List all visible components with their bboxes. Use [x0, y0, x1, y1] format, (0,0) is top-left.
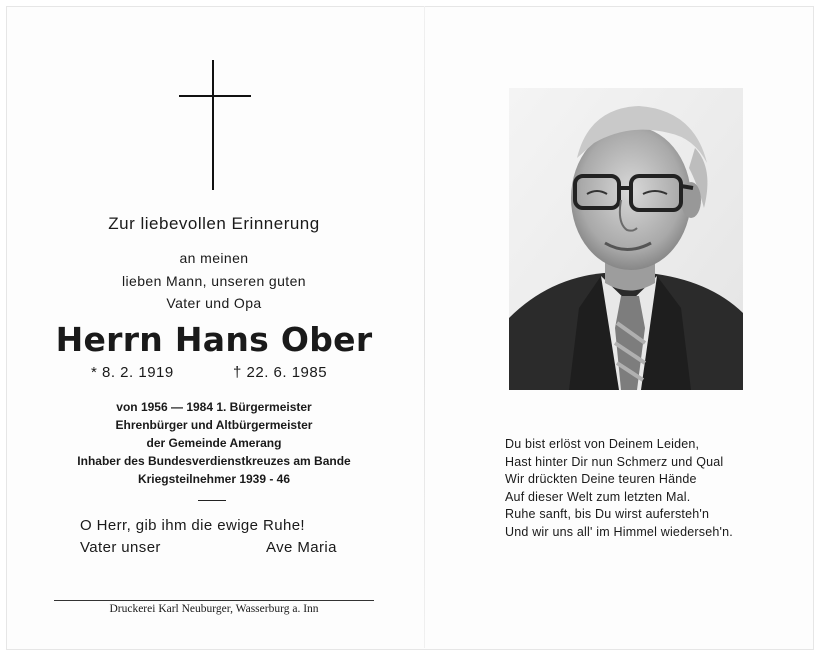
- prayer-line: O Herr, gib ihm die ewige Ruhe!: [80, 517, 305, 534]
- card-fold: [424, 6, 425, 648]
- cross-icon-bar: [179, 95, 251, 97]
- biography: [14, 398, 414, 488]
- deceased-name: Herrn Hans Ober: [55, 320, 373, 359]
- bio-line: Kriegsteilnehmer 1939 - 46: [137, 472, 291, 486]
- prayer-vater-unser: Vater unser: [80, 539, 161, 556]
- poem-line: Und wir uns all' im Himmel wiederseh'n.: [505, 524, 733, 539]
- poem-line: Wir drückten Deine teuren Hände: [505, 472, 697, 486]
- bio-line: Inhaber des Bundesverdienstkreuzes am Bande: [77, 454, 351, 468]
- birth-date: * 8. 2. 1919: [91, 364, 174, 381]
- portrait-photo: [509, 88, 743, 390]
- printer-rule: [54, 600, 374, 601]
- poem-line: Du bist erlöst von Deinem Leiden,: [505, 437, 700, 451]
- poem-line: Hast hinter Dir nun Schmerz und Qual: [505, 454, 724, 469]
- dedication-line-1: an meinen: [179, 250, 249, 266]
- dedication-line-2: lieben Mann, unseren guten: [122, 273, 306, 289]
- death-date: † 22. 6. 1985: [233, 364, 328, 381]
- portrait-image: [509, 88, 743, 390]
- intro-heading: Zur liebevollen Erinnerung: [108, 214, 320, 233]
- separator-dash: [198, 500, 226, 501]
- cross-icon: [212, 60, 214, 190]
- bio-line: von 1956 — 1984 1. Bürgermeister: [116, 400, 312, 414]
- printer-credit: Druckerei Karl Neuburger, Wasserburg a. Inn: [109, 603, 319, 615]
- poem: [505, 436, 733, 541]
- poem-line: Ruhe sanft, bis Du wirst aufersteh'n: [505, 507, 710, 521]
- bio-line: Ehrenbürger und Altbürgermeister: [115, 418, 313, 432]
- dedication-line-3: Vater und Opa: [166, 295, 262, 311]
- poem-line: Auf dieser Welt zum letzten Mal.: [505, 489, 691, 504]
- bio-line: der Gemeinde Amerang: [146, 436, 282, 450]
- prayer-ave-maria: Ave Maria: [266, 539, 337, 556]
